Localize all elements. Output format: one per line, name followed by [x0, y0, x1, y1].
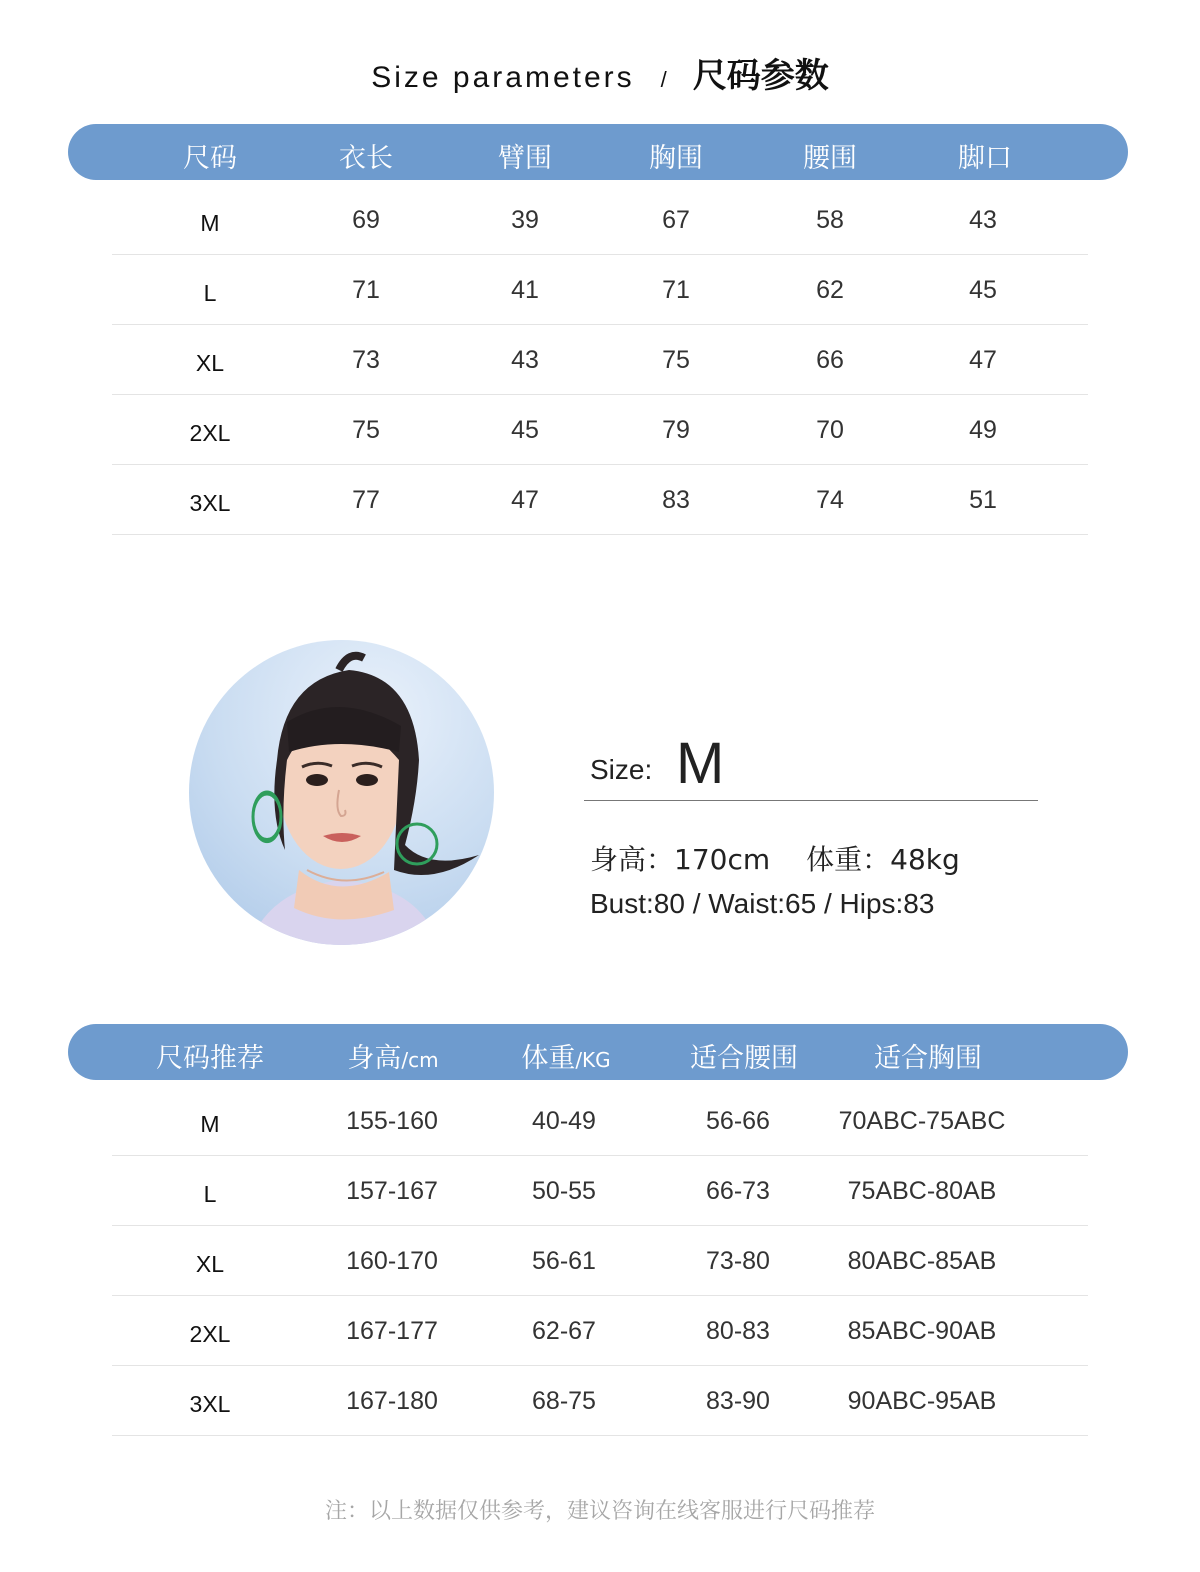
model-size-value: M	[676, 731, 725, 796]
model-photo	[189, 640, 494, 945]
cell-fit-chest: 80ABC-85AB	[847, 1247, 997, 1275]
cell-fit-waist: 56-66	[706, 1107, 770, 1135]
cell-chest: 83	[662, 486, 690, 514]
cell-height: 155-160	[346, 1107, 438, 1135]
size-table-header	[68, 124, 1128, 180]
cell-length: 73	[352, 346, 380, 374]
cell-fit-chest: 85ABC-90AB	[847, 1317, 997, 1345]
header-waist: 腰围	[803, 143, 857, 174]
page-title	[0, 48, 1200, 97]
cell-chest: 67	[662, 206, 690, 234]
cell-size: 3XL	[189, 490, 231, 516]
cell-size: XL	[195, 1251, 225, 1277]
cell-waist: 74	[816, 486, 844, 514]
header-weight-unit: /KG	[575, 1048, 611, 1072]
cell-length: 77	[352, 486, 380, 514]
cell-arm: 47	[511, 486, 539, 514]
header-height-unit: /cm	[401, 1048, 439, 1072]
table-row	[112, 254, 1088, 325]
table-row	[112, 394, 1088, 465]
cell-fit-waist: 73-80	[706, 1247, 770, 1275]
header-weight-label: 体重	[521, 1043, 576, 1074]
cell-arm: 39	[511, 206, 539, 234]
cell-hem: 45	[969, 276, 997, 304]
recommend-table-header	[68, 1024, 1128, 1080]
cell-waist: 70	[816, 416, 844, 444]
cell-height: 157-167	[346, 1177, 438, 1205]
cell-size: L	[203, 1181, 217, 1207]
cell-size: 3XL	[189, 1391, 231, 1417]
header-height-label: 身高	[347, 1043, 402, 1074]
cell-waist: 62	[816, 276, 844, 304]
header-chest: 胸围	[649, 143, 703, 174]
cell-hem: 51	[969, 486, 997, 514]
model-portrait-illustration	[189, 640, 494, 945]
title-chinese: 尺码参数	[692, 56, 829, 96]
cell-hem: 49	[969, 416, 997, 444]
cell-hem: 43	[969, 206, 997, 234]
cell-length: 71	[352, 276, 380, 304]
cell-weight: 68-75	[532, 1387, 596, 1415]
table-row	[112, 184, 1088, 255]
cell-fit-waist: 66-73	[706, 1177, 770, 1205]
cell-size: 2XL	[189, 1321, 231, 1347]
cell-fit-chest: 75ABC-80AB	[847, 1177, 997, 1205]
cell-size: L	[203, 280, 217, 306]
table-row	[112, 1155, 1088, 1226]
cell-fit-chest: 70ABC-75ABC	[838, 1107, 1006, 1135]
header-fit-waist-label: 适合腰围	[690, 1043, 798, 1074]
cell-size: M	[200, 1111, 220, 1137]
cell-fit-chest: 90ABC-95AB	[847, 1387, 997, 1415]
cell-weight: 40-49	[532, 1107, 596, 1135]
header-size: 尺码	[183, 143, 237, 174]
cell-height: 167-180	[346, 1387, 438, 1415]
header-weight	[521, 1036, 610, 1075]
cell-chest: 79	[662, 416, 690, 444]
model-size-line	[584, 720, 1038, 801]
table-row	[112, 1225, 1088, 1296]
model-weight: 体重：48kg	[806, 843, 960, 876]
table-row	[112, 1365, 1088, 1436]
cell-arm: 45	[511, 416, 539, 444]
cell-hem: 47	[969, 346, 997, 374]
header-hem: 脚口	[958, 143, 1012, 174]
header-arm: 臂围	[498, 143, 552, 174]
cell-size: 2XL	[189, 420, 231, 446]
table-row	[112, 1085, 1088, 1156]
header-height	[347, 1036, 438, 1075]
cell-weight: 56-61	[532, 1247, 596, 1275]
cell-chest: 71	[662, 276, 690, 304]
cell-height: 167-177	[346, 1317, 438, 1345]
cell-length: 75	[352, 416, 380, 444]
title-separator: /	[660, 67, 667, 92]
header-fit-waist	[690, 1036, 798, 1075]
header-fit-chest	[874, 1036, 982, 1075]
cell-weight: 50-55	[532, 1177, 596, 1205]
model-measurements: Bust:80 / Waist:65 / Hips:83	[590, 888, 935, 919]
cell-waist: 58	[816, 206, 844, 234]
header-recommended-size-label: 尺码推荐	[156, 1043, 264, 1074]
table-row	[112, 464, 1088, 535]
title-english: Size parameters	[371, 61, 635, 94]
cell-arm: 41	[511, 276, 539, 304]
cell-waist: 66	[816, 346, 844, 374]
cell-length: 69	[352, 206, 380, 234]
cell-weight: 62-67	[532, 1317, 596, 1345]
cell-arm: 43	[511, 346, 539, 374]
table-row	[112, 1295, 1088, 1366]
footnote: 注：以上数据仅供参考，建议咨询在线客服进行尺码推荐	[324, 1499, 875, 1524]
model-size-label: Size:	[590, 754, 653, 785]
header-length: 衣长	[339, 143, 393, 174]
model-height: 身高：170cm	[590, 843, 771, 876]
cell-size: M	[200, 210, 220, 236]
cell-chest: 75	[662, 346, 690, 374]
model-height-weight	[590, 838, 960, 878]
cell-size: XL	[195, 350, 225, 376]
cell-fit-waist: 80-83	[706, 1317, 770, 1345]
header-recommended-size	[156, 1036, 264, 1075]
header-fit-chest-label: 适合胸围	[874, 1043, 982, 1074]
cell-fit-waist: 83-90	[706, 1387, 770, 1415]
table-row	[112, 324, 1088, 395]
cell-height: 160-170	[346, 1247, 438, 1275]
